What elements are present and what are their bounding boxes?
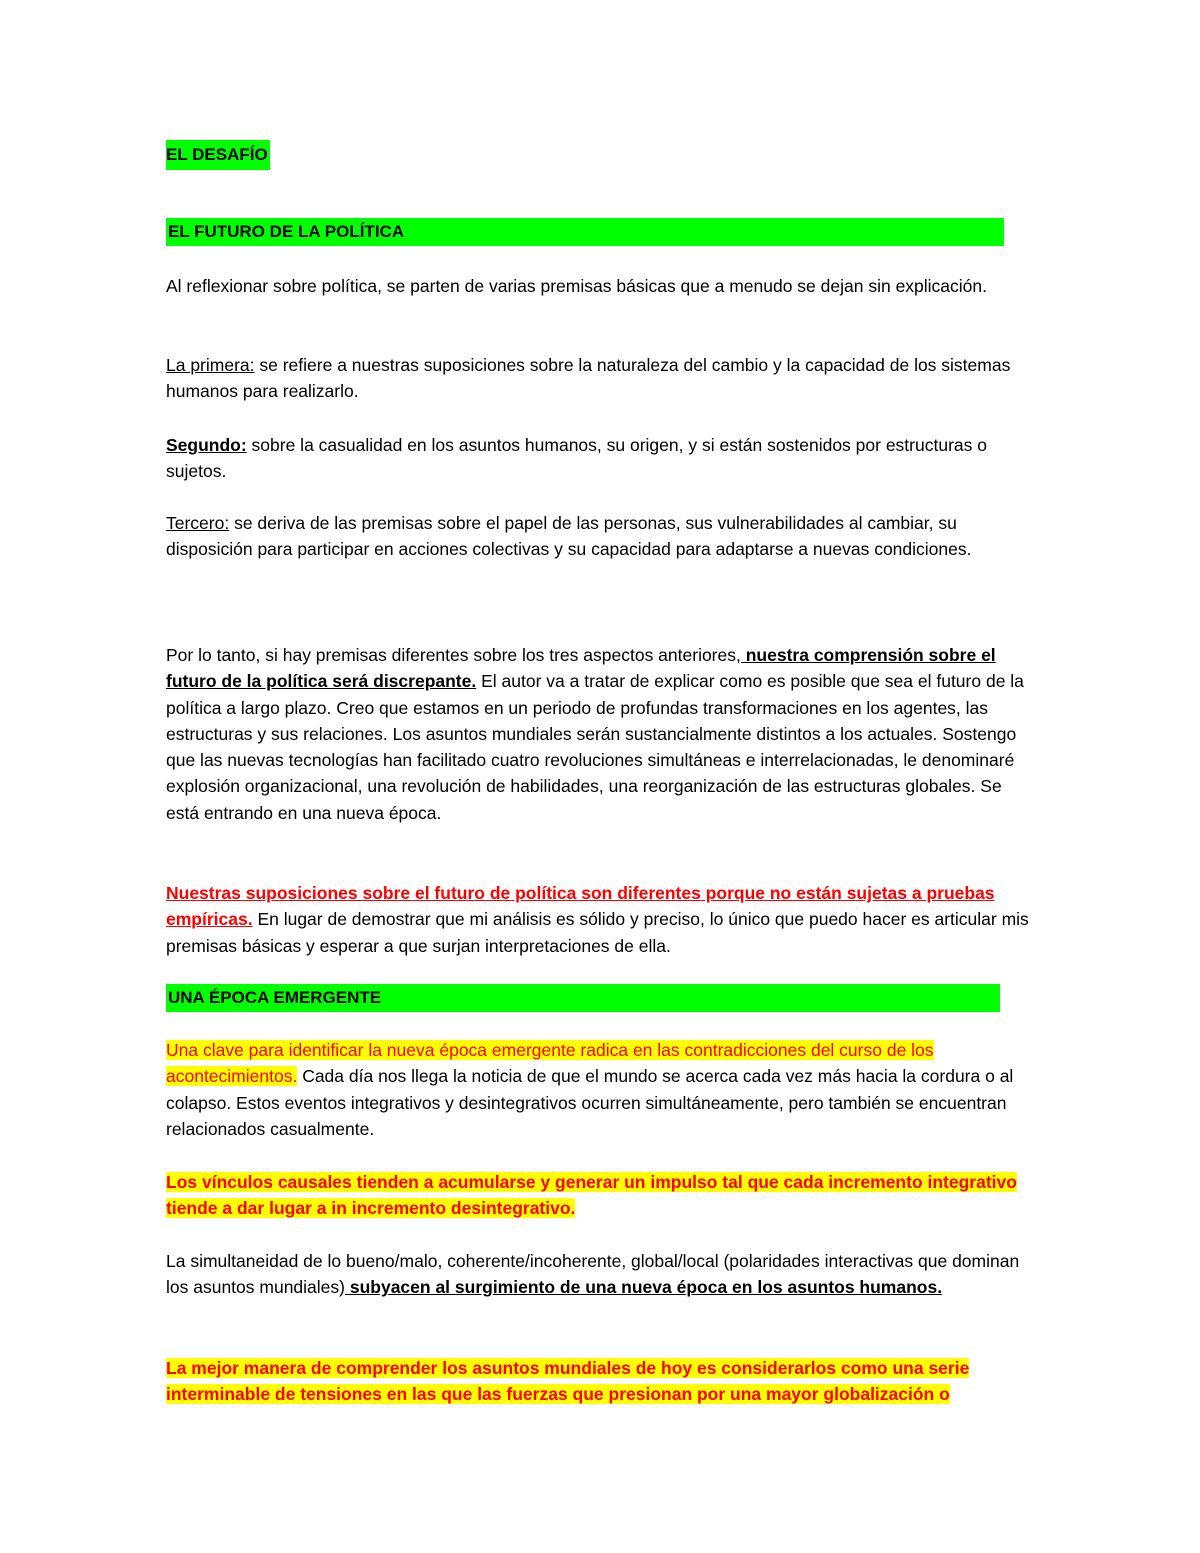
section-heading-futuro: EL FUTURO DE LA POLÍTICA	[166, 218, 1004, 246]
text-mejor: La mejor manera de comprender los asuntos mundiales de hoy es considerarlos como una serie interminable de tensiones en las que las fuerzas que presionan por una mayor globalización o	[166, 1358, 970, 1405]
label-segundo: Segundo:	[166, 435, 247, 455]
paragraph-clave	[166, 1037, 1036, 1142]
text-nuestras-b: En lugar de demostrar que mi análisis es sólido y preciso, lo único que puedo hacer es articular mis premisas básicas y esperar a que surjan interpretaciones de ella.	[166, 909, 1029, 956]
text-tercero: se deriva de las premisas sobre el papel de las personas, sus vulnerabilidades al cambiar, su disposición para participar en acciones colectivas y su capacidad para adaptarse a nuevas condiciones.	[166, 513, 972, 560]
paragraph-vinculos	[166, 1169, 1036, 1222]
text-por-lo-tanto-b: nuestra comprensión sobre el futuro de la política será discrepante.	[166, 645, 996, 692]
paragraph-nuestras	[166, 880, 1036, 959]
text-por-lo-tanto-c: El autor va a tratar de explicar como es posible que sea el futuro de la política a largo plazo. Creo que estamos en un periodo de profundas transformaciones en los agentes, las estructuras y sus relaciones. Los asuntos mundiales serán sustancialmente distintos a los actuales. Sostengo que las nuevas tecnologías han facilitado cuatro revoluciones simultáneas e interrelacionadas, le denominaré explosión organizacional, una revolución de habilidades, una reorganización de las estructuras globales. Se está entrando en una nueva época.	[166, 671, 1024, 823]
paragraph-primera	[166, 352, 1036, 405]
doc-title: EL DESAFÍO	[166, 140, 270, 170]
paragraph-mejor	[166, 1355, 1036, 1408]
text-segundo: sobre la casualidad en los asuntos humanos, su origen, y si están sostenidos por estructuras o sujetos.	[166, 435, 987, 482]
paragraph-tercero	[166, 510, 1036, 563]
paragraph-intro: Al reflexionar sobre política, se parten de varias premisas básicas que a menudo se dejan sin explicación.	[166, 276, 988, 296]
text-por-lo-tanto-a: Por lo tanto, si hay premisas diferentes sobre los tres aspectos anteriores,	[166, 645, 741, 665]
paragraph-por-lo-tanto	[166, 642, 1036, 826]
text-vinculos: Los vínculos causales tienden a acumularse y generar un impulso tal que cada incremento integrativo tiende a dar lugar a in incremento desintegrativo.	[166, 1172, 1017, 1219]
label-tercero: Tercero:	[166, 513, 230, 533]
label-primera: La primera:	[166, 355, 255, 375]
paragraph-simultaneidad	[166, 1248, 1036, 1301]
text-clave-a: Una clave para identificar la nueva época emergente radica en las contradicciones del curso de los acontecimientos.	[166, 1040, 934, 1087]
text-simult-b: subyacen al surgimiento de una nueva época en los asuntos humanos.	[344, 1277, 943, 1298]
text-nuestras-a: Nuestras suposiciones sobre el futuro de política son diferentes porque no están sujetas a pruebas empíricas.	[166, 883, 995, 930]
text-simult-a: La simultaneidad de lo bueno/malo, coherente/incoherente, global/local (polaridades interactivas que dominan los asuntos mundiales)	[166, 1251, 1020, 1298]
paragraph-segundo	[166, 432, 1036, 485]
text-primera: se refiere a nuestras suposiciones sobre la naturaleza del cambio y la capacidad de los sistemas humanos para realizarlo.	[166, 355, 1011, 402]
text-clave-b: Cada día nos llega la noticia de que el mundo se acerca cada vez más hacia la cordura o al colapso. Estos eventos integrativos y desintegrativos ocurren simultáneamente, pero también se encuentran relacionados casualmente.	[166, 1066, 1014, 1139]
section-heading-epoca: UNA ÉPOCA EMERGENTE	[166, 984, 1000, 1012]
